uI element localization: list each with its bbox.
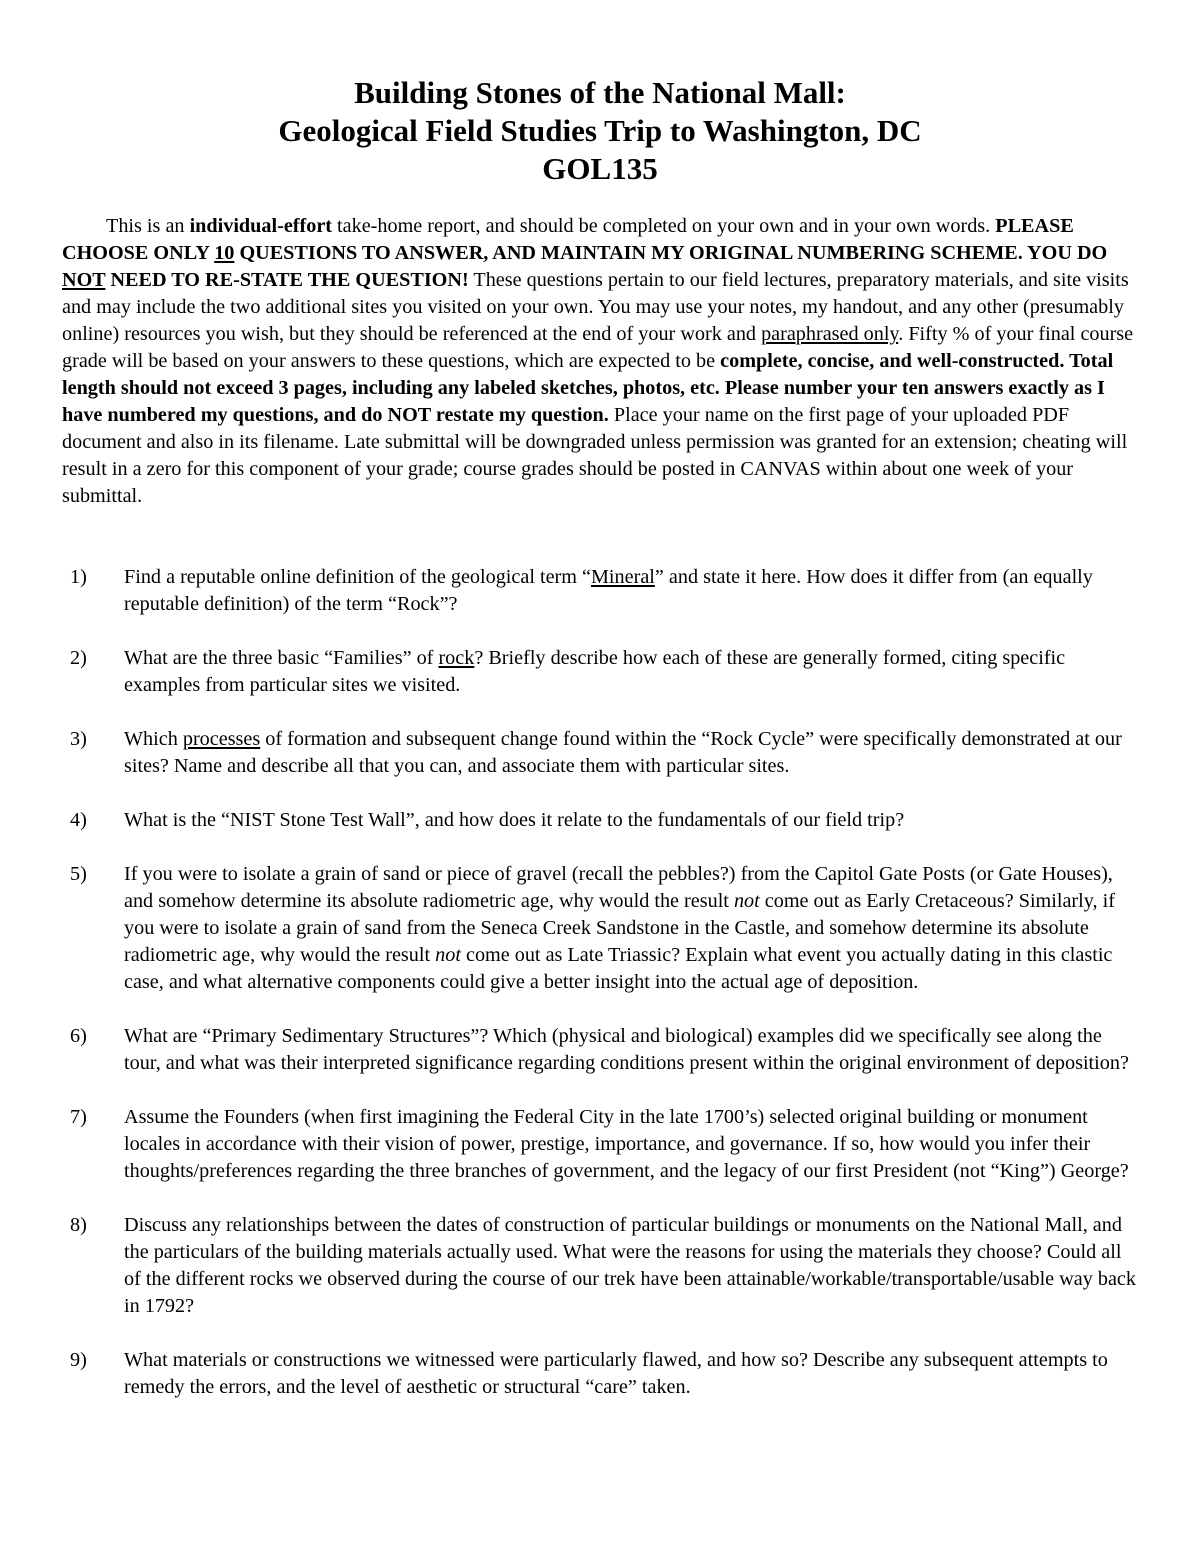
title-line-2: Geological Field Studies Trip to Washington, DC <box>278 113 922 148</box>
question-item <box>62 1104 1138 1185</box>
question-text: What are the three basic “Families” of <box>124 647 439 669</box>
intro-underline: 10 <box>214 242 235 264</box>
question-italic: not <box>435 944 461 966</box>
question-text: What are “Primary Sedimentary Structures”? Which (physical and biological) examples did we specifically see along the tour, and what was their interpreted significance regarding conditions present within the original environment of deposition? <box>124 1025 1129 1074</box>
question-item <box>62 1212 1138 1320</box>
intro-emphasis: individual-effort <box>189 215 332 237</box>
intro-text: . Fifty % of your final course grade will be based on your answers to these questions, which are expected to be <box>62 323 1134 372</box>
question-number: 3) <box>70 728 87 750</box>
document-title <box>0 74 1200 188</box>
question-number: 8) <box>70 1214 87 1236</box>
question-number: 5) <box>70 863 87 885</box>
question-item <box>62 861 1138 996</box>
question-item <box>62 645 1138 699</box>
question-item <box>62 564 1138 618</box>
intro-underline: NOT <box>62 269 106 291</box>
question-text: If you were to isolate a grain of sand or piece of gravel (recall the pebbles?) from the Capitol Gate Posts (or Gate Houses), and somehow determine its absolute radiometric age, why would the result <box>124 863 1113 912</box>
question-underline: Mineral <box>590 566 655 588</box>
intro-emphasis: complete, concise, and well-constructed. Total length should not exceed 3 pages, including any labeled sketches, photos, etc. Please number your ten answers exactly as I have numbered my questions, and do NOT restate my question. <box>62 350 1114 426</box>
question-item <box>62 1347 1138 1401</box>
question-number: 6) <box>70 1025 87 1047</box>
question-text: Find a reputable online definition of the geological term “ <box>124 566 591 588</box>
question-number: 7) <box>70 1106 87 1128</box>
question-underline: processes <box>182 728 261 750</box>
question-item <box>62 726 1138 780</box>
question-text: Assume the Founders (when first imagining the Federal City in the late 1700’s) selected original building or monument locales in accordance with their vision of power, prestige, importance, and governance. If so, how would you infer their thoughts/preferences regarding the three branches of government, and the legacy of our first President (not “King”) George? <box>124 1106 1129 1182</box>
question-text: come out as Late Triassic? Explain what event you actually dating in this clastic case, and what alternative components could give a better insight into the actual age of deposition. <box>124 944 1113 993</box>
intro-text: take-home report, and should be completed on your own and in your own words. <box>332 215 996 237</box>
question-item <box>62 807 1138 834</box>
intro-emphasis: PLEASE CHOOSE ONLY 10 QUESTIONS TO ANSWER, AND MAINTAIN MY ORIGINAL NUMBERING SCHEME. YOU DO NOT NEED TO RE-STATE THE QUESTION! <box>62 215 1108 291</box>
intro-text: This is an <box>106 215 190 237</box>
question-text: Which <box>124 728 183 750</box>
course-code: GOL135 <box>542 151 658 186</box>
question-text: What materials or constructions we witnessed were particularly flawed, and how so? Describe any subsequent attempts to remedy the errors, and the level of aesthetic or structural “care” taken. <box>124 1349 1108 1398</box>
question-text: Discuss any relationships between the dates of construction of particular buildings or monuments on the National Mall, and the particulars of the building materials actually used. What were the reasons for using the materials they choose? Could all of the different rocks we observed during the course of our trek have been attainable/workable/transportable/usable way back in 1792? <box>124 1214 1136 1317</box>
question-number: 1) <box>70 566 87 588</box>
question-list <box>62 564 1138 1428</box>
question-text: of formation and subsequent change found within the “Rock Cycle” were specifically demonstrated at our sites? Name and describe all that you can, and associate them with particular sites. <box>124 728 1122 777</box>
question-text: ? Briefly describe how each of these are generally formed, citing specific examples from particular sites we visited. <box>124 647 1066 696</box>
question-number: 9) <box>70 1349 87 1371</box>
question-number: 4) <box>70 809 87 831</box>
question-text: ” and state it here. How does it differ from (an equally reputable definition) of the term “Rock”? <box>124 566 1093 615</box>
question-item <box>62 1023 1138 1077</box>
intro-text: Place your name on the first page of your uploaded PDF document and also in its filename. Late submittal will be downgraded unless permission was granted for an extension; cheating will result in a zero for this component of your grade; course grades should be posted in CANVAS within about one week of your submittal. <box>62 404 1128 507</box>
intro-underline: paraphrased only <box>761 323 899 345</box>
question-number: 2) <box>70 647 87 669</box>
intro-text: These questions pertain to our field lectures, preparatory materials, and site visits and may include the two additional sites you visited on your own. You may use your notes, my handout, and any other (presumably online) resources you wish, but they should be referenced at the end of your work and <box>62 269 1129 345</box>
instructions-paragraph <box>62 213 1138 510</box>
question-text: come out as Early Cretaceous? Similarly, if you were to isolate a grain of sand from the Seneca Creek Sandstone in the Castle, and somehow determine its absolute radiometric age, why would the result <box>124 890 1115 966</box>
question-underline: rock <box>438 647 475 669</box>
title-line-1: Building Stones of the National Mall: <box>354 75 846 110</box>
question-italic: not <box>733 890 760 912</box>
question-text: What is the “NIST Stone Test Wall”, and how does it relate to the fundamentals of our field trip? <box>124 809 905 831</box>
